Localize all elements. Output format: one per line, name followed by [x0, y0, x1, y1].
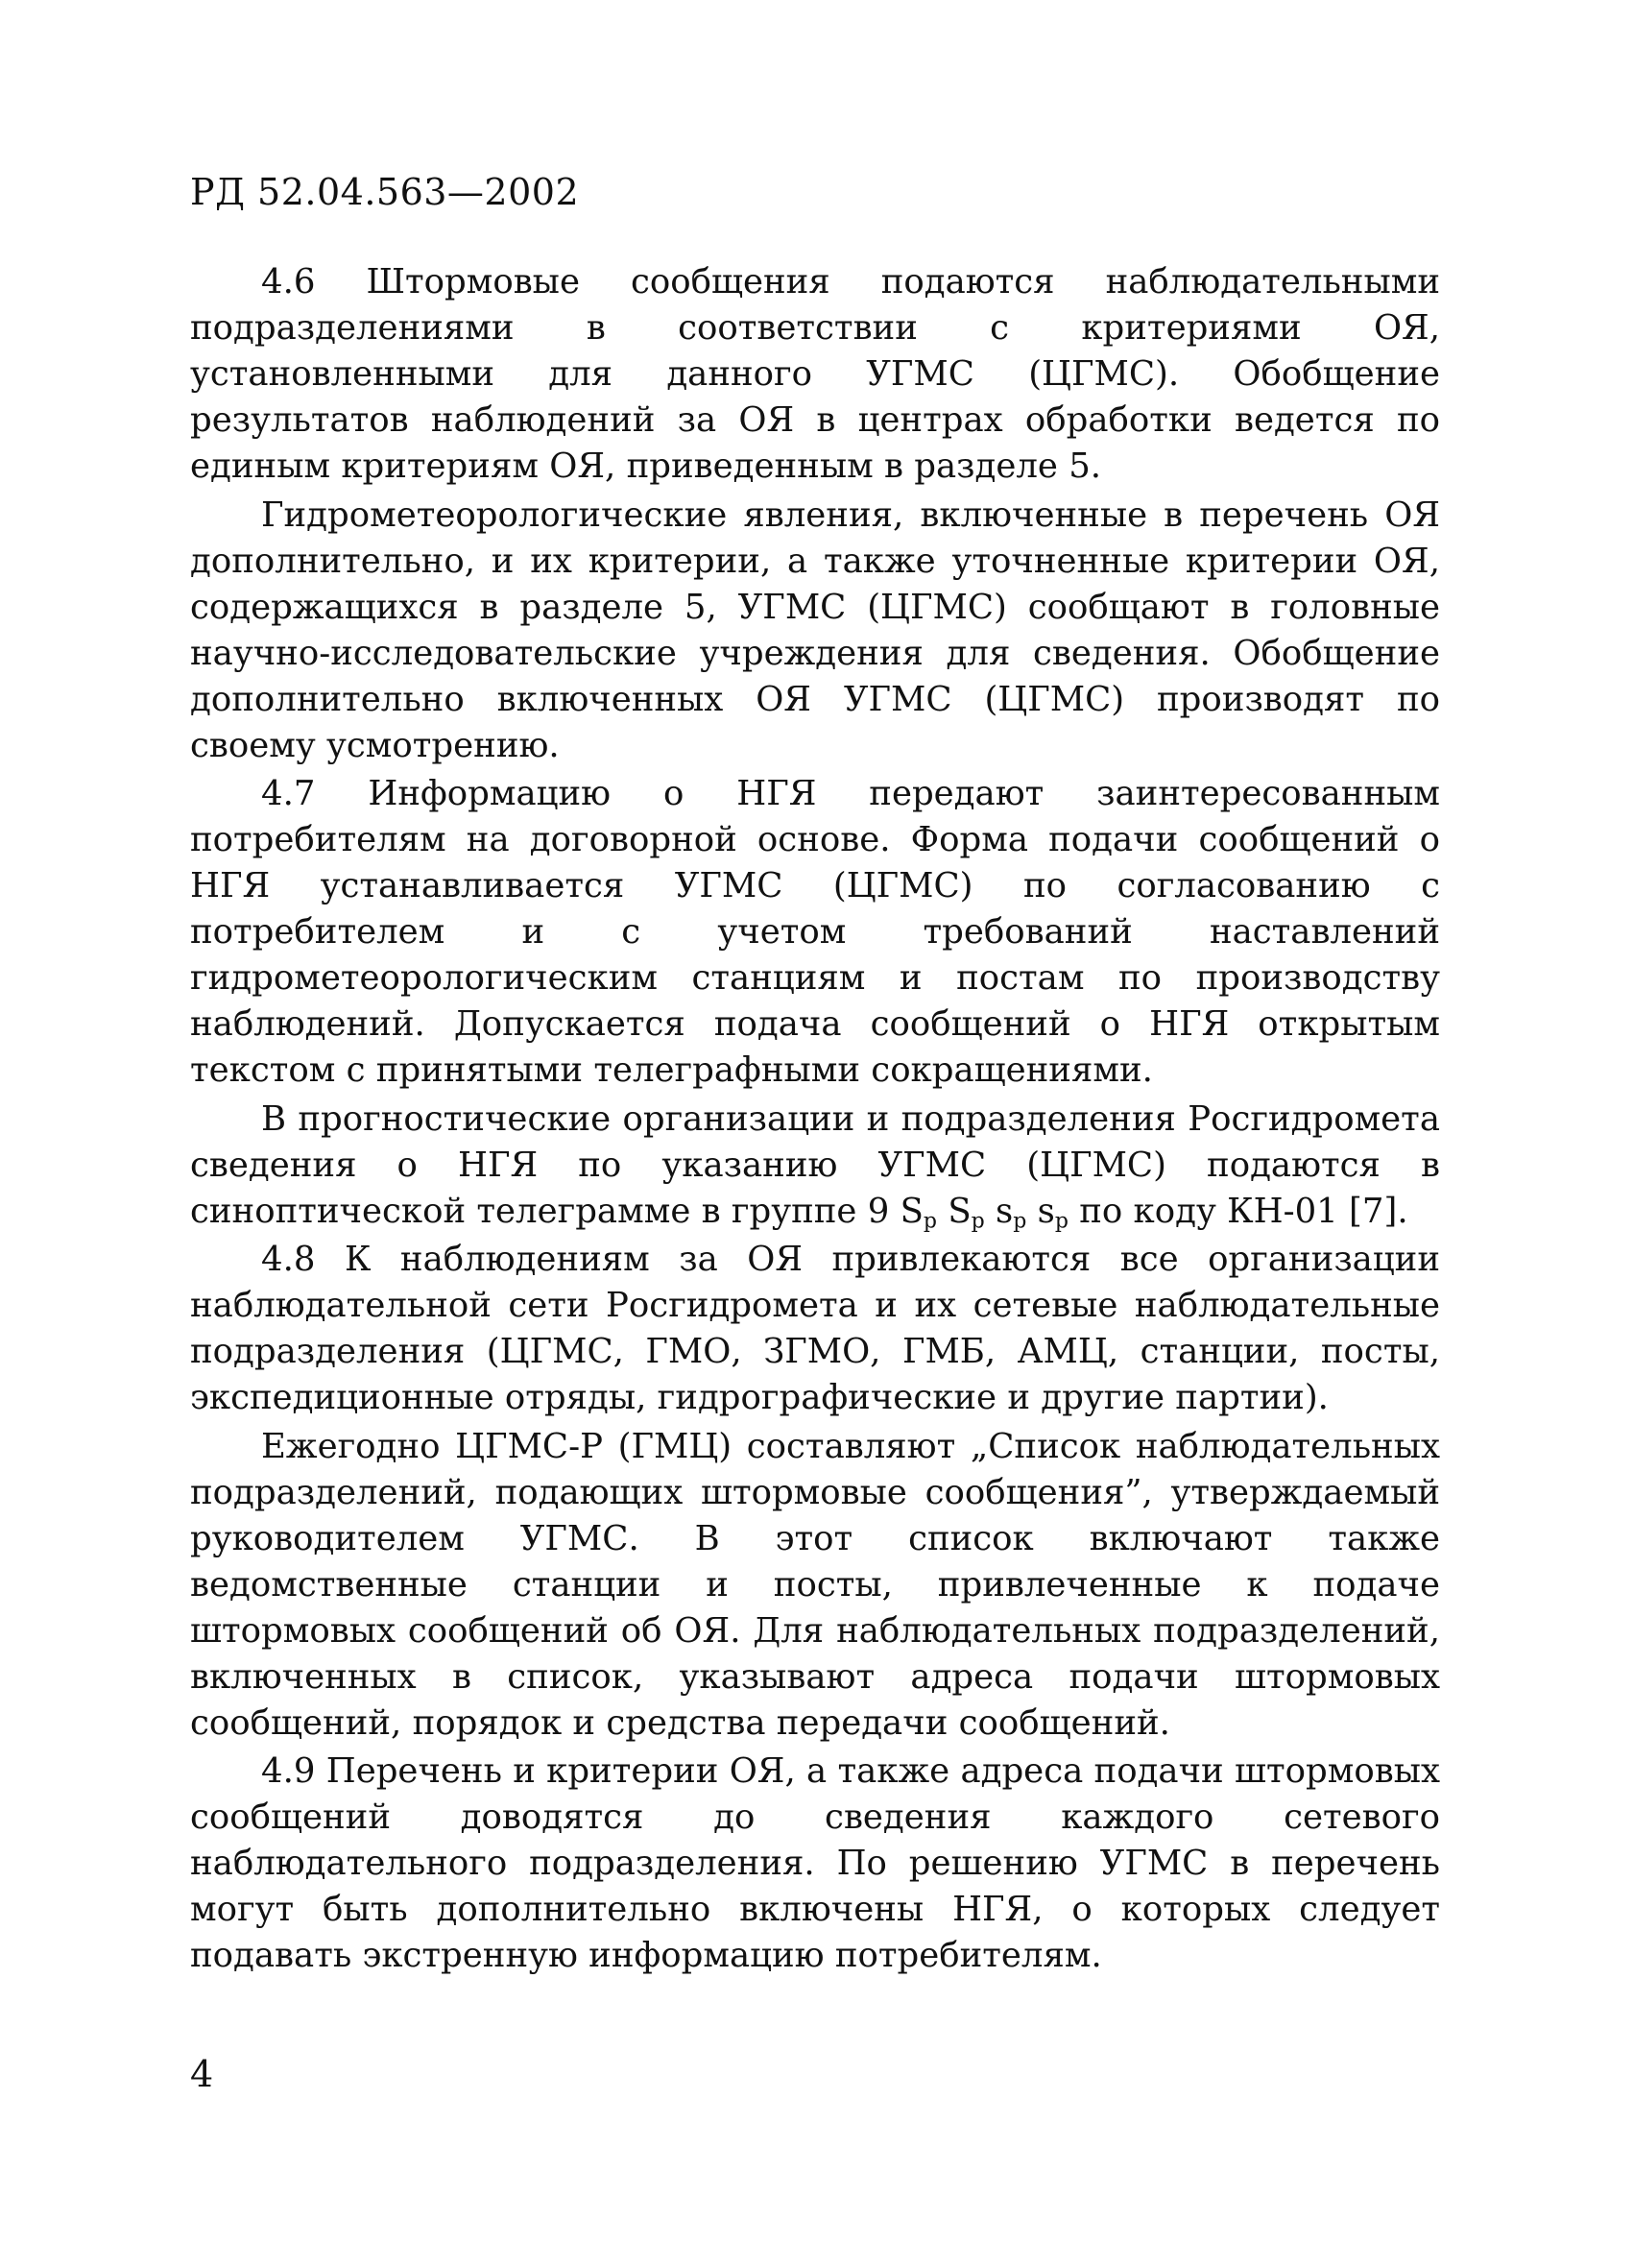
code-symbol-S: S: [900, 1191, 924, 1231]
synoptic-text-before: В прогностические организации и подразделения Росгидромета сведения о НГЯ по указанию УГМС (ЦГМС) подаются в синоптической телеграмме в группе 9: [190, 1098, 1440, 1231]
synoptic-text-after: по коду КН-01 [7].: [1068, 1191, 1408, 1231]
code-symbol-s: s: [996, 1191, 1014, 1231]
code-subscript-p: р: [923, 1209, 938, 1233]
paragraph-4-6: 4.6 Штормовые сообщения подаются наблюдательными подразделениями в соответствии с критериями ОЯ, установленными для данного УГМС (ЦГМС). Обобщение результатов наблюдений за ОЯ в центрах обработки ведется по единым критериям ОЯ, приведенным в разделе 5.: [190, 262, 1440, 486]
paragraph-synoptic-telegram: [190, 1097, 1440, 1235]
page-number: 4: [190, 2053, 214, 2095]
paragraph-additional-phenomena: Гидрометеорологические явления, включенные в перечень ОЯ дополнительно, и их критерии, а также уточненные критерии ОЯ, содержащихся в разделе 5, УГМС (ЦГМС) сообщают в головные научно-исследовательские учреждения для сведения. Обобщение дополнительно включенных ОЯ УГМС (ЦГМС) производят по своему усмотрению.: [190, 495, 1440, 765]
code-symbol-S: S: [948, 1191, 972, 1231]
paragraph-4-9: 4.9 Перечень и критерии ОЯ, а также адреса подачи штормовых сообщений доводятся до сведения каждого сетевого наблюдательного подразделения. По решению УГМС в перечень могут быть дополнительно включены НГЯ, о которых следует подавать экстренную информацию потребителям.: [190, 1751, 1440, 1975]
code-symbol-s: s: [1037, 1191, 1055, 1231]
code-subscript-p: р: [1054, 1209, 1069, 1233]
paragraph-4-7: 4.7 Информацию о НГЯ передают заинтересованным потребителям на договорной основе. Форма подачи сообщений о НГЯ устанавливается УГМС (ЦГМС) по согласованию с потребителем и с учетом требований наставлений гидрометеорологическим станциям и постам по производству наблюдений. Допускается подача сообщений о НГЯ открытым текстом с принятыми телеграфными сокращениями.: [190, 774, 1440, 1090]
code-subscript-p: р: [971, 1209, 985, 1233]
code-subscript-p: р: [1013, 1209, 1027, 1233]
paragraph-observer-list: Ежегодно ЦГМС-Р (ГМЦ) составляют „Список наблюдательных подразделений, подающих штормовые сообщения”, утверждаемый руководителем УГМС. В этот список включают также ведомственные станции и посты, привлеченные к подаче штормовых сообщений об ОЯ. Для наблюдательных подразделений, включенных в список, указывают адреса подачи штормовых сообщений, порядок и средства передачи сообщений.: [190, 1426, 1440, 1743]
document-body: [190, 259, 1440, 1982]
document-code: РД 52.04.563—2002: [190, 171, 580, 213]
paragraph-4-8: 4.8 К наблюдениям за ОЯ привлекаются все организации наблюдательной сети Росгидромета и их сетевые наблюдательные подразделения (ЦГМС, ГМО, ЗГМО, ГМБ, АМЦ, станции, посты, экспедиционные отряды, гидрографические и другие партии).: [190, 1240, 1440, 1417]
